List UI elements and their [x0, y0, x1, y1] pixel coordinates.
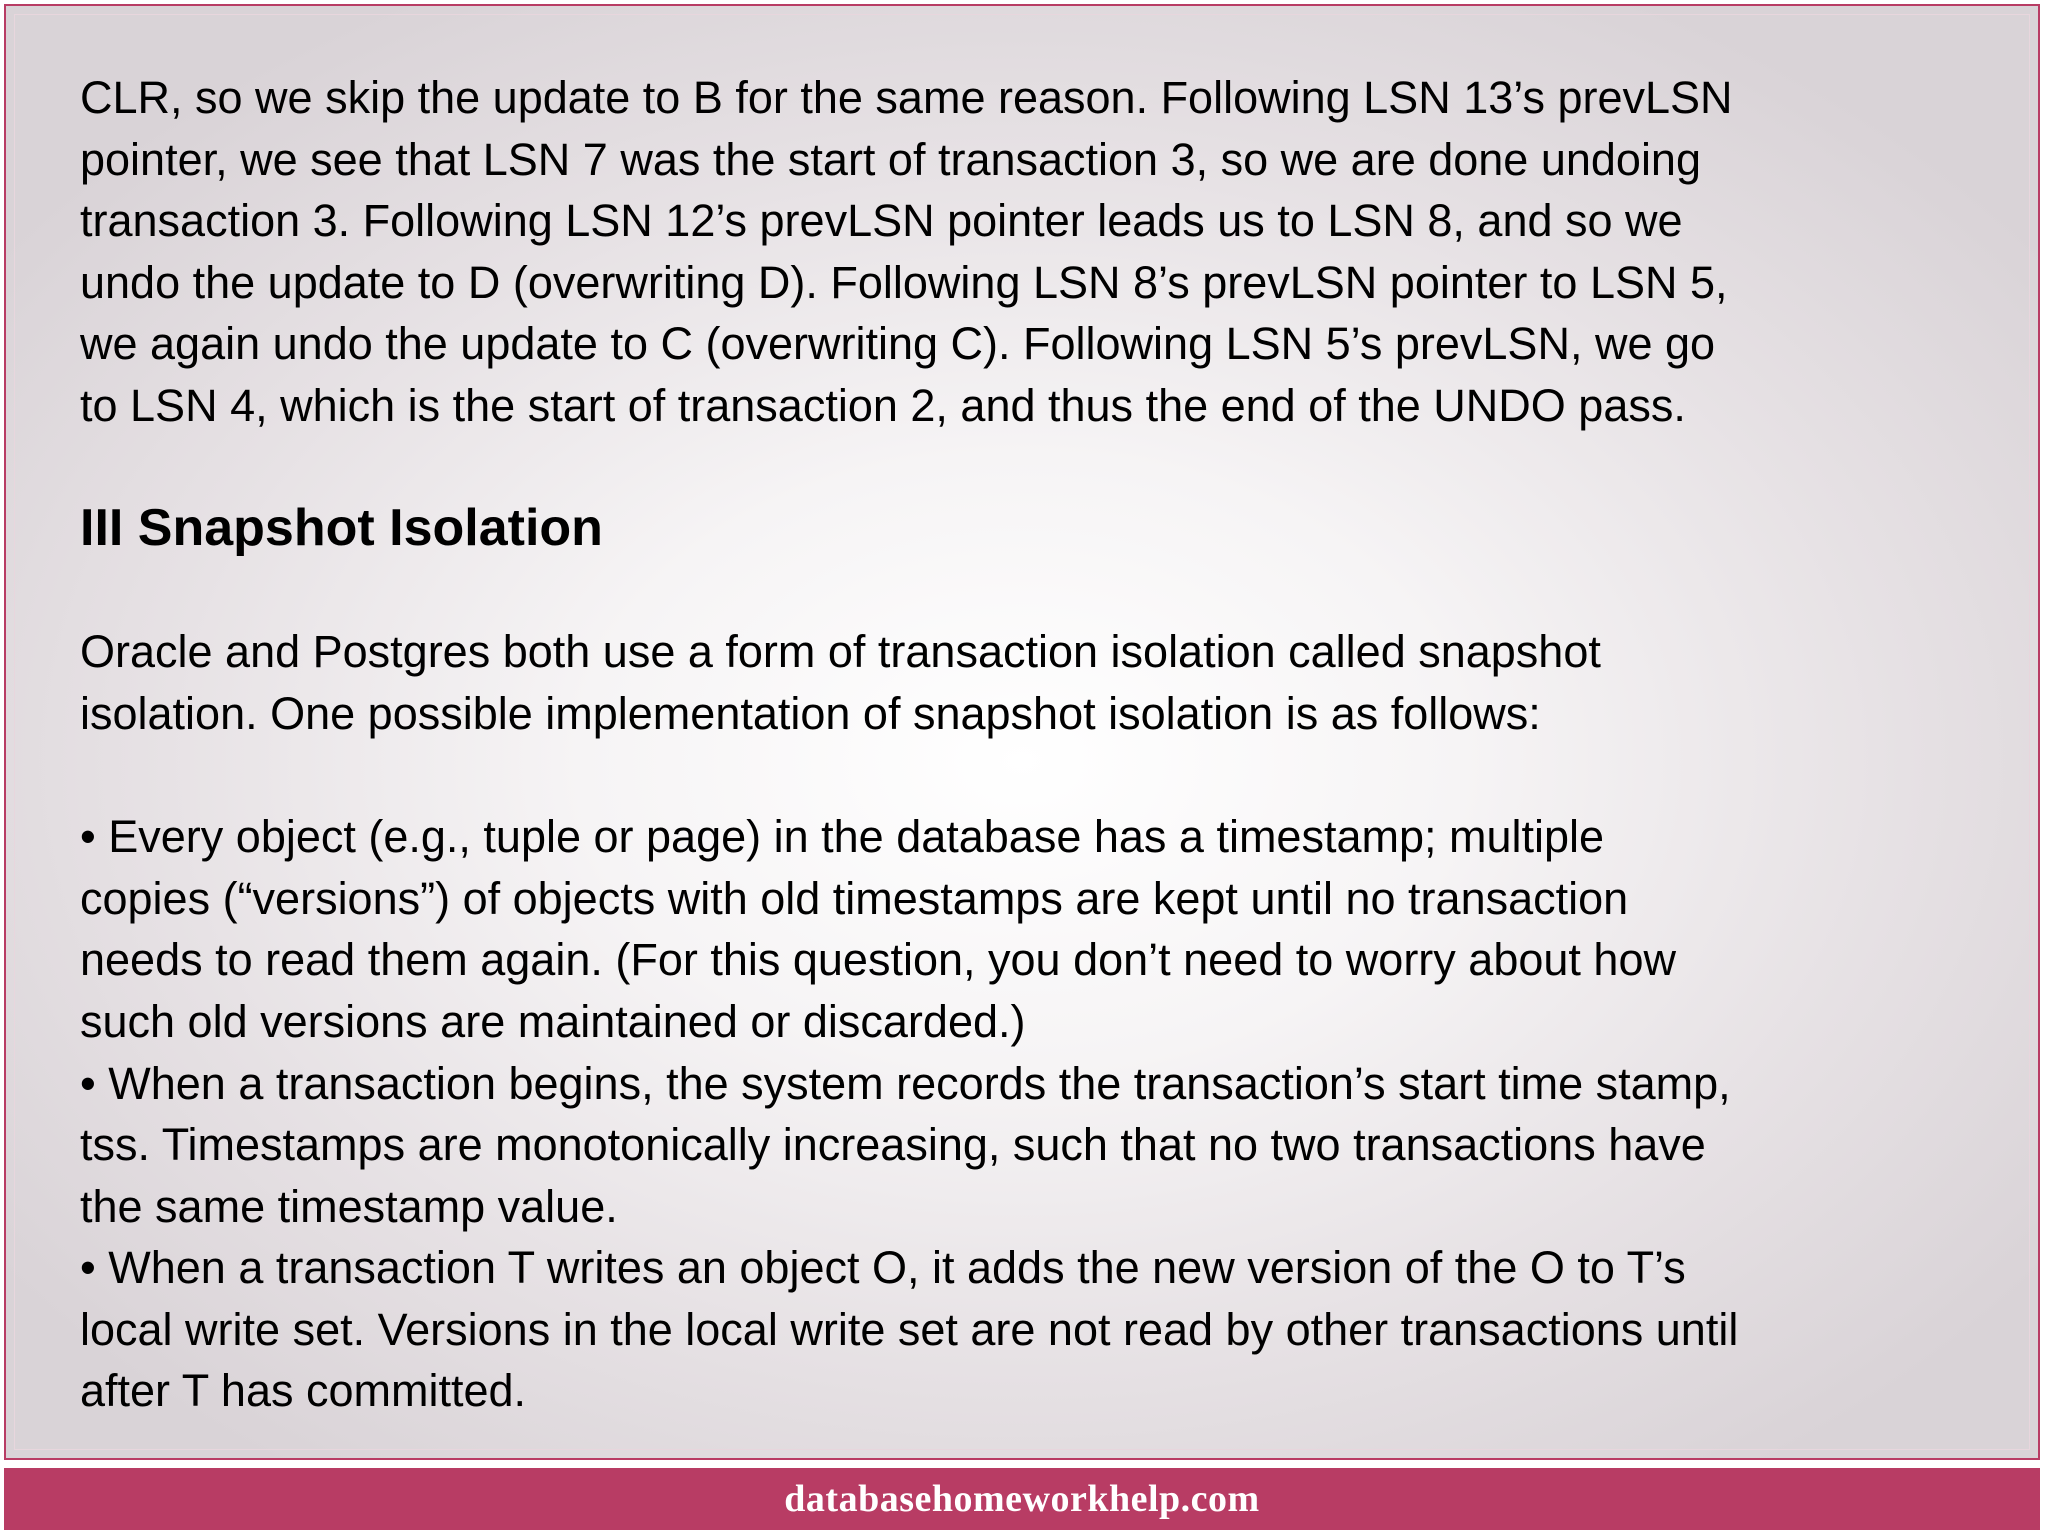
spacer	[80, 437, 1980, 499]
intro-paragraph: Oracle and Postgres both use a form of transaction isolation called snapshot isolation. One possible implementation of snapshot isolation is as follows:	[80, 626, 1601, 739]
footer-bar	[4, 1468, 2040, 1530]
bullet-item-write-set: • When a transaction T writes an object O, it adds the new version of the O to T’s local write set. Versions in the local write set are not read by other transactions until after T has committed.	[80, 1242, 1739, 1417]
section-heading: III Snapshot Isolation	[80, 499, 603, 558]
bullet-item-start-timestamp: • When a transaction begins, the system records the transaction’s start time stamp, tss. Timestamps are monotonically increasing, such that no two transactions have the same timestamp value.	[80, 1057, 1731, 1232]
spacer	[80, 560, 1980, 622]
footer-site-link[interactable]: databasehomeworkhelp.com	[784, 1478, 1260, 1520]
bullet-item-timestamps: • Every object (e.g., tuple or page) in the database has a timestamp; multiple copies (“versions”) of objects with old timestamps are kept until no transaction needs to read them again. (For this question, you don’t need to worry about how such old versions are maintained or discarded.)	[80, 811, 1676, 1047]
spacer	[80, 745, 1980, 807]
undo-pass-paragraph: CLR, so we skip the update to B for the same reason. Following LSN 13’s prevLSN pointer, we see that LSN 7 was the start of transaction 3, so we are done undoing transaction 3. Following LSN 12’s prevLSN pointer leads us to LSN 8, and so we undo the update to D (overwriting D). Following LSN 8’s prevLSN pointer to LSN 5, we again undo the update to C (overwriting C). Following LSN 5’s prevLSN, we go to LSN 4, which is the start of transaction 2, and thus the end of the UNDO pass.	[80, 72, 1733, 431]
slide-content	[80, 67, 1980, 1422]
